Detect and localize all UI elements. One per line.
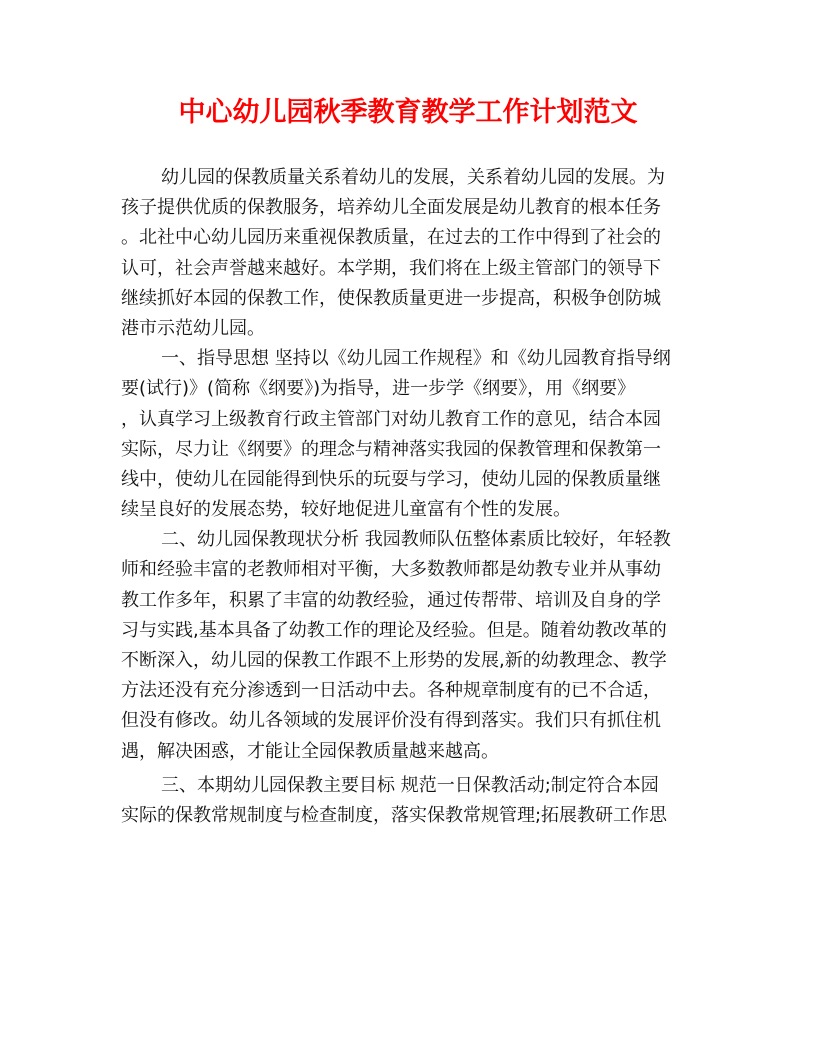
document-body — [121, 163, 693, 831]
paragraph-line: 教工作多年，积累了丰富的幼教经验，通过传帮带、培训及自身的学 — [121, 589, 661, 611]
paragraph-line: 一、指导思想 坚持以《幼儿园工作规程》和《幼儿园教育指导纲 — [161, 348, 671, 370]
paragraph-line: 续呈良好的发展态势，较好地促进儿童富有个性的发展。 — [121, 499, 571, 521]
paragraph-line: 实际，尽力让《纲要》的理念与精神落实我园的保教管理和保教第一 — [121, 438, 661, 460]
paragraph-line: 二、幼儿园保教现状分析 我园教师队伍整体素质比较好，年轻教 — [161, 529, 671, 551]
paragraph-line: 三、本期幼儿园保教主要目标 规范一日保教活动;制定符合本园 — [161, 774, 659, 796]
paragraph-line: 港市示范幼儿园。 — [121, 317, 265, 339]
paragraph-line: 但没有修改。幼儿各领域的发展评价没有得到落实。我们只有抓住机 — [121, 710, 661, 732]
paragraph-line: 幼儿园的保教质量关系着幼儿的发展，关系着幼儿园的发展。为 — [161, 167, 665, 188]
paragraph-line: 。北社中心幼儿园历来重视保教质量，在过去的工作中得到了社会的 — [121, 227, 661, 249]
paragraph-line: 实际的保教常规制度与检查制度，落实保教常规管理;拓展教研工作思 — [121, 804, 668, 826]
paragraph-line: 习与实践,基本具备了幼教工作的理论及经验。但是。随着幼教改革的 — [121, 619, 667, 641]
paragraph-line: 要(试行)》(简称《纲要》)为指导，进一步学《纲要》，用《纲要》 — [121, 378, 636, 400]
paragraph-line: 认可，社会声誉越来越好。本学期，我们将在上级主管部门的领导下 — [121, 257, 661, 279]
paragraph-line: ，认真学习上级教育行政主管部门对幼儿教育工作的意见，结合本园 — [121, 408, 661, 430]
paragraph-line: 线中，使幼儿在园能得到快乐的玩耍与学习，使幼儿园的保教质量继 — [121, 468, 661, 490]
paragraph-line: 孩子提供优质的保教服务，培养幼儿全面发展是幼儿教育的根本任务 — [121, 197, 661, 219]
paragraph-line: 师和经验丰富的老教师相对平衡，大多数教师都是幼教专业并从事幼 — [121, 559, 661, 581]
paragraph-line: 遇，解决困惑，才能让全园保教质量越来越高。 — [121, 740, 499, 762]
paragraph-line: 方法还没有充分渗透到一日活动中去。各种规章制度有的已不合适， — [121, 680, 661, 702]
document-title: 中心幼儿园秋季教育教学工作计划范文 — [178, 97, 638, 128]
paragraph-line: 继续抓好本园的保教工作，使保教质量更进一步提高，积极争创防城 — [121, 287, 661, 309]
paragraph-line: 不断深入，幼儿园的保教工作跟不上形势的发展,新的幼教理念、教学 — [121, 650, 667, 671]
